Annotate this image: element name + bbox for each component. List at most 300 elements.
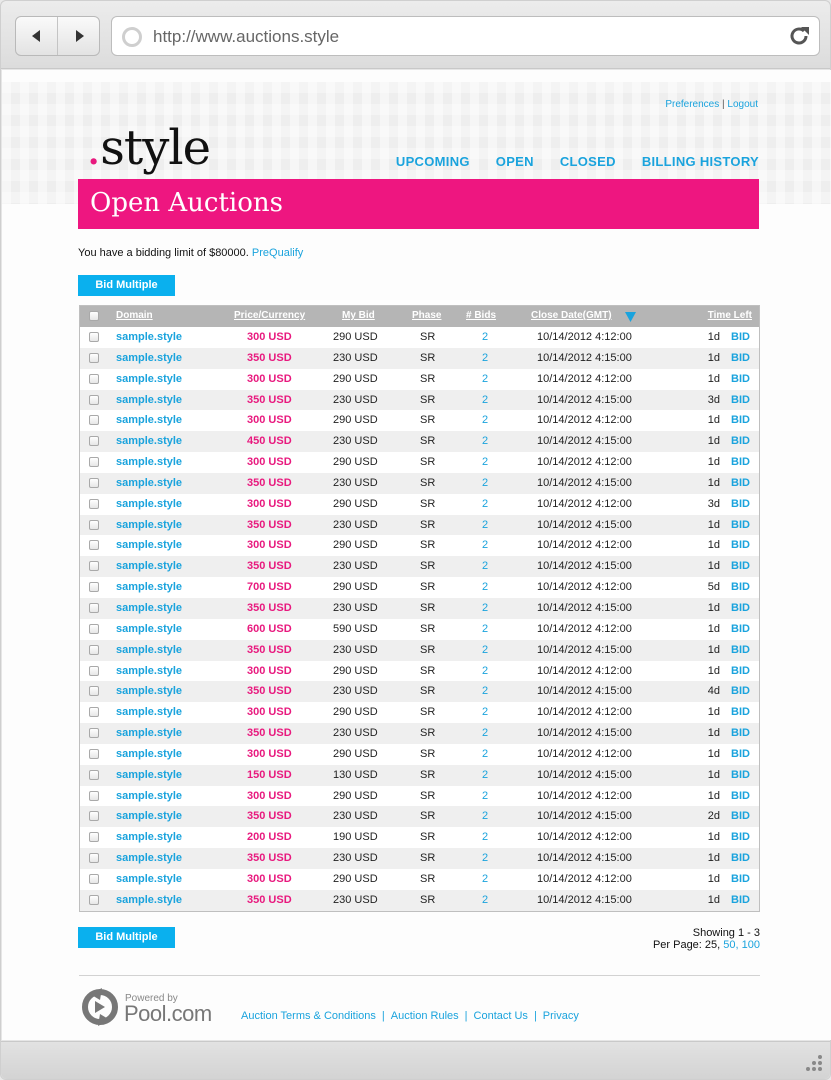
- phase-cell: SR: [420, 810, 436, 823]
- table-row: [80, 431, 759, 452]
- my-bid-cell: 130 USD: [333, 768, 378, 781]
- time-left-cell: 1d: [707, 456, 720, 469]
- bid-button[interactable]: BID: [731, 476, 750, 489]
- my-bid-cell: 590 USD: [333, 622, 378, 635]
- col-mybid[interactable]: My Bid: [342, 310, 375, 321]
- row-checkbox[interactable]: [89, 478, 99, 488]
- bid-button[interactable]: BID: [731, 768, 750, 781]
- domain-link[interactable]: sample.style: [116, 497, 183, 510]
- browser-toolbar: [1, 1, 830, 69]
- row-checkbox[interactable]: [89, 520, 99, 530]
- time-left-cell: 1d: [707, 706, 720, 719]
- domain-link[interactable]: sample.style: [116, 435, 183, 448]
- bid-count-link[interactable]: 2: [482, 893, 489, 906]
- price-cell: 300 USD: [247, 539, 292, 552]
- row-checkbox[interactable]: [89, 561, 99, 571]
- price-cell: 300 USD: [247, 872, 292, 885]
- domain-link[interactable]: sample.style: [116, 768, 183, 781]
- domain-link[interactable]: sample.style: [116, 539, 183, 552]
- row-checkbox[interactable]: [89, 874, 99, 884]
- showing-range: Showing 1 - 3: [692, 927, 760, 939]
- time-left-cell: 1d: [707, 372, 720, 385]
- price-cell: 350 USD: [247, 852, 292, 865]
- row-checkbox[interactable]: [89, 728, 99, 738]
- my-bid-cell: 290 USD: [333, 706, 378, 719]
- bid-count-link[interactable]: 2: [482, 727, 489, 740]
- my-bid-cell: 290 USD: [333, 539, 378, 552]
- bid-count-link[interactable]: 2: [482, 581, 489, 594]
- domain-link[interactable]: sample.style: [116, 664, 183, 677]
- domain-link[interactable]: sample.style: [116, 351, 183, 364]
- bid-button[interactable]: BID: [731, 372, 750, 385]
- close-date-cell: 10/14/2012 4:12:00: [537, 747, 632, 760]
- logout-link[interactable]: Logout: [727, 99, 758, 110]
- bid-count-link[interactable]: 2: [482, 560, 489, 573]
- my-bid-cell: 230 USD: [333, 601, 378, 614]
- reload-icon: [787, 24, 811, 48]
- row-checkbox[interactable]: [89, 686, 99, 696]
- bid-button[interactable]: BID: [731, 393, 750, 406]
- bid-count-link[interactable]: 2: [482, 747, 489, 760]
- my-bid-cell: 230 USD: [333, 435, 378, 448]
- back-button[interactable]: [16, 17, 57, 55]
- my-bid-cell: 290 USD: [333, 372, 378, 385]
- page-viewport: [2, 70, 831, 1040]
- bid-count-link[interactable]: 2: [482, 643, 489, 656]
- my-bid-cell: 230 USD: [333, 727, 378, 740]
- select-all-checkbox[interactable]: [89, 311, 99, 321]
- per-page-100[interactable]: 100: [741, 939, 760, 951]
- time-left-cell: 1d: [707, 601, 720, 614]
- price-cell: 350 USD: [247, 393, 292, 406]
- bid-button[interactable]: BID: [731, 831, 750, 844]
- row-checkbox[interactable]: [89, 374, 99, 384]
- close-date-cell: 10/14/2012 4:15:00: [537, 518, 632, 531]
- sort-desc-icon[interactable]: [625, 312, 636, 322]
- bid-count-link[interactable]: 2: [482, 852, 489, 865]
- row-checkbox[interactable]: [89, 499, 99, 509]
- close-date-cell: 10/14/2012 4:15:00: [537, 643, 632, 656]
- price-cell: 300 USD: [247, 497, 292, 510]
- my-bid-cell: 290 USD: [333, 789, 378, 802]
- bid-count-link[interactable]: 2: [482, 372, 489, 385]
- nav-billing-history[interactable]: BILLING HISTORY: [641, 154, 759, 169]
- close-date-cell: 10/14/2012 4:12:00: [537, 331, 632, 343]
- price-cell: 600 USD: [247, 622, 292, 635]
- price-cell: 300 USD: [247, 456, 292, 469]
- bid-count-link[interactable]: 2: [482, 810, 489, 823]
- close-date-cell: 10/14/2012 4:12:00: [537, 539, 632, 552]
- domain-link[interactable]: sample.style: [116, 852, 183, 865]
- domain-link[interactable]: sample.style: [116, 560, 183, 573]
- price-cell: 300 USD: [247, 706, 292, 719]
- col-phase[interactable]: Phase: [412, 310, 442, 321]
- nav-buttons: [15, 16, 100, 56]
- table-row: [80, 640, 759, 661]
- link-separator: |: [722, 99, 725, 110]
- bid-button[interactable]: BID: [731, 351, 750, 364]
- phase-cell: SR: [420, 414, 436, 427]
- time-left-cell: 1d: [707, 331, 720, 343]
- bid-button[interactable]: BID: [731, 518, 750, 531]
- row-checkbox[interactable]: [89, 603, 99, 613]
- close-date-cell: 10/14/2012 4:15:00: [537, 601, 632, 614]
- close-date-cell: 10/14/2012 4:12:00: [537, 789, 632, 802]
- per-page-label: Per Page:: [652, 939, 702, 951]
- table-row: [80, 473, 759, 494]
- bidding-limit-text: You have a bidding limit of $80000.: [78, 247, 249, 259]
- nav-upcoming[interactable]: UPCOMING: [395, 154, 470, 169]
- my-bid-cell: 230 USD: [333, 393, 378, 406]
- rules-link[interactable]: Auction Rules: [390, 1010, 459, 1022]
- pool-name: Pool.com: [124, 1001, 212, 1026]
- phase-cell: SR: [420, 331, 436, 343]
- bid-button[interactable]: BID: [731, 497, 750, 510]
- bid-count-link[interactable]: 2: [482, 331, 489, 343]
- time-left-cell: 1d: [707, 768, 720, 781]
- bid-button[interactable]: BID: [731, 810, 750, 823]
- table-row: [80, 890, 759, 911]
- main-nav: [396, 154, 759, 169]
- bid-count-link[interactable]: 2: [482, 435, 489, 448]
- price-cell: 300 USD: [247, 789, 292, 802]
- table-body: [80, 327, 759, 911]
- nav-closed[interactable]: CLOSED: [559, 154, 616, 169]
- bid-button[interactable]: BID: [731, 581, 750, 594]
- price-cell: 300 USD: [247, 372, 292, 385]
- time-left-cell: 1d: [707, 789, 720, 802]
- bid-button[interactable]: BID: [731, 456, 750, 469]
- prequalify-link[interactable]: PreQualify: [251, 247, 304, 259]
- bid-button[interactable]: BID: [731, 747, 750, 760]
- bid-count-link[interactable]: 2: [482, 789, 489, 802]
- table-row: [80, 327, 759, 348]
- phase-cell: SR: [420, 456, 436, 469]
- close-date-cell: 10/14/2012 4:15:00: [537, 393, 632, 406]
- my-bid-cell: 230 USD: [333, 893, 378, 906]
- my-bid-cell: 230 USD: [333, 351, 378, 364]
- close-date-cell: 10/14/2012 4:15:00: [537, 435, 632, 448]
- table-row: [80, 723, 759, 744]
- domain-link[interactable]: sample.style: [116, 831, 183, 844]
- domain-link[interactable]: sample.style: [116, 706, 183, 719]
- close-date-cell: 10/14/2012 4:12:00: [537, 581, 632, 594]
- close-date-cell: 10/14/2012 4:12:00: [537, 414, 632, 427]
- preferences-link[interactable]: Preferences: [665, 99, 720, 110]
- domain-link[interactable]: sample.style: [116, 518, 183, 531]
- domain-link[interactable]: sample.style: [116, 581, 183, 594]
- time-left-cell: 1d: [707, 560, 720, 573]
- table-row: [80, 369, 759, 390]
- forward-button[interactable]: [57, 17, 99, 55]
- domain-link[interactable]: sample.style: [116, 727, 183, 740]
- time-left-cell: 1d: [707, 351, 720, 364]
- my-bid-cell: 230 USD: [333, 685, 378, 698]
- bid-count-link[interactable]: 2: [482, 872, 489, 885]
- time-left-cell: 1d: [707, 414, 720, 427]
- nav-open[interactable]: OPEN: [495, 154, 534, 169]
- col-price[interactable]: Price/Currency: [234, 310, 306, 321]
- close-date-cell: 10/14/2012 4:15:00: [537, 852, 632, 865]
- my-bid-cell: 230 USD: [333, 518, 378, 531]
- bid-button[interactable]: BID: [731, 539, 750, 552]
- price-cell: 350 USD: [247, 643, 292, 656]
- table-row: [80, 702, 759, 723]
- logo-dot: .: [86, 120, 101, 176]
- phase-cell: SR: [420, 372, 436, 385]
- row-checkbox[interactable]: [89, 853, 99, 863]
- my-bid-cell: 290 USD: [333, 872, 378, 885]
- bid-button[interactable]: BID: [731, 414, 750, 427]
- table-row: [80, 765, 759, 786]
- domain-link[interactable]: sample.style: [116, 414, 183, 427]
- bid-count-link[interactable]: 2: [482, 831, 489, 844]
- close-date-cell: 10/14/2012 4:15:00: [537, 768, 632, 781]
- bid-multiple-button-bottom[interactable]: Bid Multiple: [78, 927, 175, 948]
- time-left-cell: 1d: [707, 893, 720, 906]
- address-bar[interactable]: [111, 16, 820, 56]
- row-checkbox[interactable]: [89, 749, 99, 759]
- close-date-cell: 10/14/2012 4:12:00: [537, 664, 632, 677]
- time-left-cell: 2d: [707, 810, 720, 823]
- pool-logo-icon: [79, 982, 121, 1032]
- close-date-cell: 10/14/2012 4:12:00: [537, 831, 632, 844]
- my-bid-cell: 290 USD: [333, 456, 378, 469]
- phase-cell: SR: [420, 643, 436, 656]
- row-checkbox[interactable]: [89, 624, 99, 634]
- my-bid-cell: 290 USD: [333, 331, 378, 343]
- my-bid-cell: 190 USD: [333, 831, 378, 844]
- row-checkbox[interactable]: [89, 811, 99, 821]
- row-checkbox[interactable]: [89, 707, 99, 717]
- footer-divider: [79, 975, 760, 976]
- my-bid-cell: 290 USD: [333, 747, 378, 760]
- bid-count-link[interactable]: 2: [482, 414, 489, 427]
- row-checkbox[interactable]: [89, 895, 99, 905]
- col-close-date[interactable]: Close Date(GMT): [531, 310, 612, 321]
- bid-button[interactable]: BID: [731, 685, 750, 698]
- bid-count-link[interactable]: 2: [482, 664, 489, 677]
- price-cell: 350 USD: [247, 518, 292, 531]
- domain-link[interactable]: sample.style: [116, 601, 183, 614]
- price-cell: 150 USD: [247, 768, 292, 781]
- table-row: [80, 786, 759, 807]
- table-row: [80, 556, 759, 577]
- resize-grip-icon[interactable]: [804, 1053, 824, 1073]
- price-cell: 450 USD: [247, 435, 292, 448]
- bid-count-link[interactable]: 2: [482, 706, 489, 719]
- table-row: [80, 515, 759, 536]
- close-date-cell: 10/14/2012 4:12:00: [537, 372, 632, 385]
- my-bid-cell: 230 USD: [333, 852, 378, 865]
- row-checkbox[interactable]: [89, 415, 99, 425]
- domain-link[interactable]: sample.style: [116, 476, 183, 489]
- bid-button[interactable]: BID: [731, 622, 750, 635]
- price-cell: 350 USD: [247, 560, 292, 573]
- close-date-cell: 10/14/2012 4:15:00: [537, 560, 632, 573]
- table-row: [80, 869, 759, 890]
- domain-link[interactable]: sample.style: [116, 810, 183, 823]
- bid-button[interactable]: BID: [731, 852, 750, 865]
- time-left-cell: 1d: [707, 435, 720, 448]
- time-left-cell: 1d: [707, 727, 720, 740]
- powered-by-text: Powered by: [125, 993, 178, 1004]
- time-left-cell: 1d: [707, 852, 720, 865]
- site-logo[interactable]: [86, 120, 210, 176]
- row-checkbox[interactable]: [89, 666, 99, 676]
- footer-links: [241, 1010, 579, 1022]
- phase-cell: SR: [420, 351, 436, 364]
- price-cell: 350 USD: [247, 476, 292, 489]
- bid-count-link[interactable]: 2: [482, 456, 489, 469]
- row-checkbox[interactable]: [89, 332, 99, 342]
- domain-link[interactable]: sample.style: [116, 893, 183, 906]
- phase-cell: SR: [420, 435, 436, 448]
- row-checkbox[interactable]: [89, 770, 99, 780]
- price-cell: 350 USD: [247, 810, 292, 823]
- domain-link[interactable]: sample.style: [116, 643, 183, 656]
- phase-cell: SR: [420, 518, 436, 531]
- bid-count-link[interactable]: 2: [482, 768, 489, 781]
- bid-button[interactable]: BID: [731, 706, 750, 719]
- close-date-cell: 10/14/2012 4:12:00: [537, 456, 632, 469]
- row-checkbox[interactable]: [89, 395, 99, 405]
- my-bid-cell: 230 USD: [333, 560, 378, 573]
- bid-count-link[interactable]: 2: [482, 539, 489, 552]
- bid-button[interactable]: BID: [731, 331, 750, 343]
- price-cell: 350 USD: [247, 685, 292, 698]
- bid-multiple-button-top[interactable]: Bid Multiple: [78, 275, 175, 296]
- row-checkbox[interactable]: [89, 832, 99, 842]
- price-cell: 350 USD: [247, 727, 292, 740]
- row-checkbox[interactable]: [89, 645, 99, 655]
- time-left-cell: 1d: [707, 476, 720, 489]
- bid-count-link[interactable]: 2: [482, 476, 489, 489]
- per-page-selector: [653, 939, 760, 951]
- domain-link[interactable]: sample.style: [116, 789, 183, 802]
- row-checkbox[interactable]: [89, 540, 99, 550]
- col-time-left[interactable]: Time Left: [707, 310, 752, 321]
- my-bid-cell: 290 USD: [333, 581, 378, 594]
- domain-link[interactable]: sample.style: [116, 622, 183, 635]
- powered-by-pool-logo[interactable]: [79, 982, 229, 1034]
- time-left-cell: 1d: [707, 664, 720, 677]
- bid-button[interactable]: BID: [731, 872, 750, 885]
- bid-button[interactable]: BID: [731, 893, 750, 906]
- page-title: Open Auctions: [90, 188, 283, 218]
- table-row: [80, 535, 759, 556]
- phase-cell: SR: [420, 747, 436, 760]
- bid-count-link[interactable]: 2: [482, 685, 489, 698]
- browser-statusbar: [1, 1041, 830, 1079]
- bid-count-link[interactable]: 2: [482, 601, 489, 614]
- domain-link[interactable]: sample.style: [116, 372, 183, 385]
- bid-count-link[interactable]: 2: [482, 351, 489, 364]
- time-left-cell: 5d: [707, 581, 720, 594]
- terms-link[interactable]: Auction Terms & Conditions: [241, 1010, 376, 1022]
- col-domain[interactable]: Domain: [116, 310, 153, 321]
- phase-cell: SR: [420, 601, 436, 614]
- table-row: [80, 619, 759, 640]
- per-page-25: 25,: [704, 939, 721, 951]
- phase-cell: SR: [420, 706, 436, 719]
- per-page-50[interactable]: 50,: [723, 939, 739, 951]
- price-cell: 300 USD: [247, 331, 292, 343]
- my-bid-cell: 230 USD: [333, 810, 378, 823]
- time-left-cell: 1d: [707, 622, 720, 635]
- price-cell: 350 USD: [247, 601, 292, 614]
- close-date-cell: 10/14/2012 4:12:00: [537, 497, 632, 510]
- phase-cell: SR: [420, 497, 436, 510]
- bid-button[interactable]: BID: [731, 643, 750, 656]
- row-checkbox[interactable]: [89, 582, 99, 592]
- bid-button[interactable]: BID: [731, 601, 750, 614]
- domain-link[interactable]: sample.style: [116, 456, 183, 469]
- my-bid-cell: 290 USD: [333, 414, 378, 427]
- my-bid-cell: 290 USD: [333, 664, 378, 677]
- domain-link[interactable]: sample.style: [116, 872, 183, 885]
- row-checkbox[interactable]: [89, 436, 99, 446]
- time-left-cell: 1d: [707, 831, 720, 844]
- phase-cell: SR: [420, 622, 436, 635]
- domain-link[interactable]: sample.style: [116, 393, 183, 406]
- row-checkbox[interactable]: [89, 353, 99, 363]
- table-row: [80, 452, 759, 473]
- price-cell: 300 USD: [247, 664, 292, 677]
- time-left-cell: 1d: [707, 539, 720, 552]
- phase-cell: SR: [420, 872, 436, 885]
- footer-separator: |: [381, 1010, 385, 1022]
- phase-cell: SR: [420, 581, 436, 594]
- phase-cell: SR: [420, 831, 436, 844]
- price-cell: 700 USD: [247, 581, 292, 594]
- table-row: [80, 348, 759, 369]
- close-date-cell: 10/14/2012 4:15:00: [537, 476, 632, 489]
- table-header: [80, 306, 759, 327]
- url-text[interactable]: http://www.auctions.style: [153, 27, 340, 46]
- col-bids[interactable]: # Bids: [466, 310, 497, 321]
- bid-button[interactable]: BID: [731, 560, 750, 573]
- domain-link[interactable]: sample.style: [116, 747, 183, 760]
- contact-link[interactable]: Contact Us: [473, 1010, 528, 1022]
- account-links: [665, 99, 758, 110]
- phase-cell: SR: [420, 789, 436, 802]
- reload-button[interactable]: [787, 24, 811, 53]
- price-cell: 350 USD: [247, 893, 292, 906]
- bid-count-link[interactable]: 2: [482, 622, 489, 635]
- back-arrow-icon: [30, 29, 44, 43]
- row-checkbox[interactable]: [89, 791, 99, 801]
- row-checkbox[interactable]: [89, 457, 99, 467]
- close-date-cell: 10/14/2012 4:12:00: [537, 706, 632, 719]
- close-date-cell: 10/14/2012 4:12:00: [537, 622, 632, 635]
- bid-button[interactable]: BID: [731, 727, 750, 740]
- privacy-link[interactable]: Privacy: [542, 1010, 579, 1022]
- my-bid-cell: 290 USD: [333, 497, 378, 510]
- bid-count-link[interactable]: 2: [482, 497, 489, 510]
- bid-count-link[interactable]: 2: [482, 518, 489, 531]
- bid-count-link[interactable]: 2: [482, 393, 489, 406]
- phase-cell: SR: [420, 685, 436, 698]
- price-cell: 350 USD: [247, 351, 292, 364]
- domain-link[interactable]: sample.style: [116, 331, 183, 343]
- bid-button[interactable]: BID: [731, 789, 750, 802]
- table-row: [80, 494, 759, 515]
- bid-button[interactable]: BID: [731, 435, 750, 448]
- domain-link[interactable]: sample.style: [116, 685, 183, 698]
- price-cell: 200 USD: [247, 831, 292, 844]
- bid-button[interactable]: BID: [731, 664, 750, 677]
